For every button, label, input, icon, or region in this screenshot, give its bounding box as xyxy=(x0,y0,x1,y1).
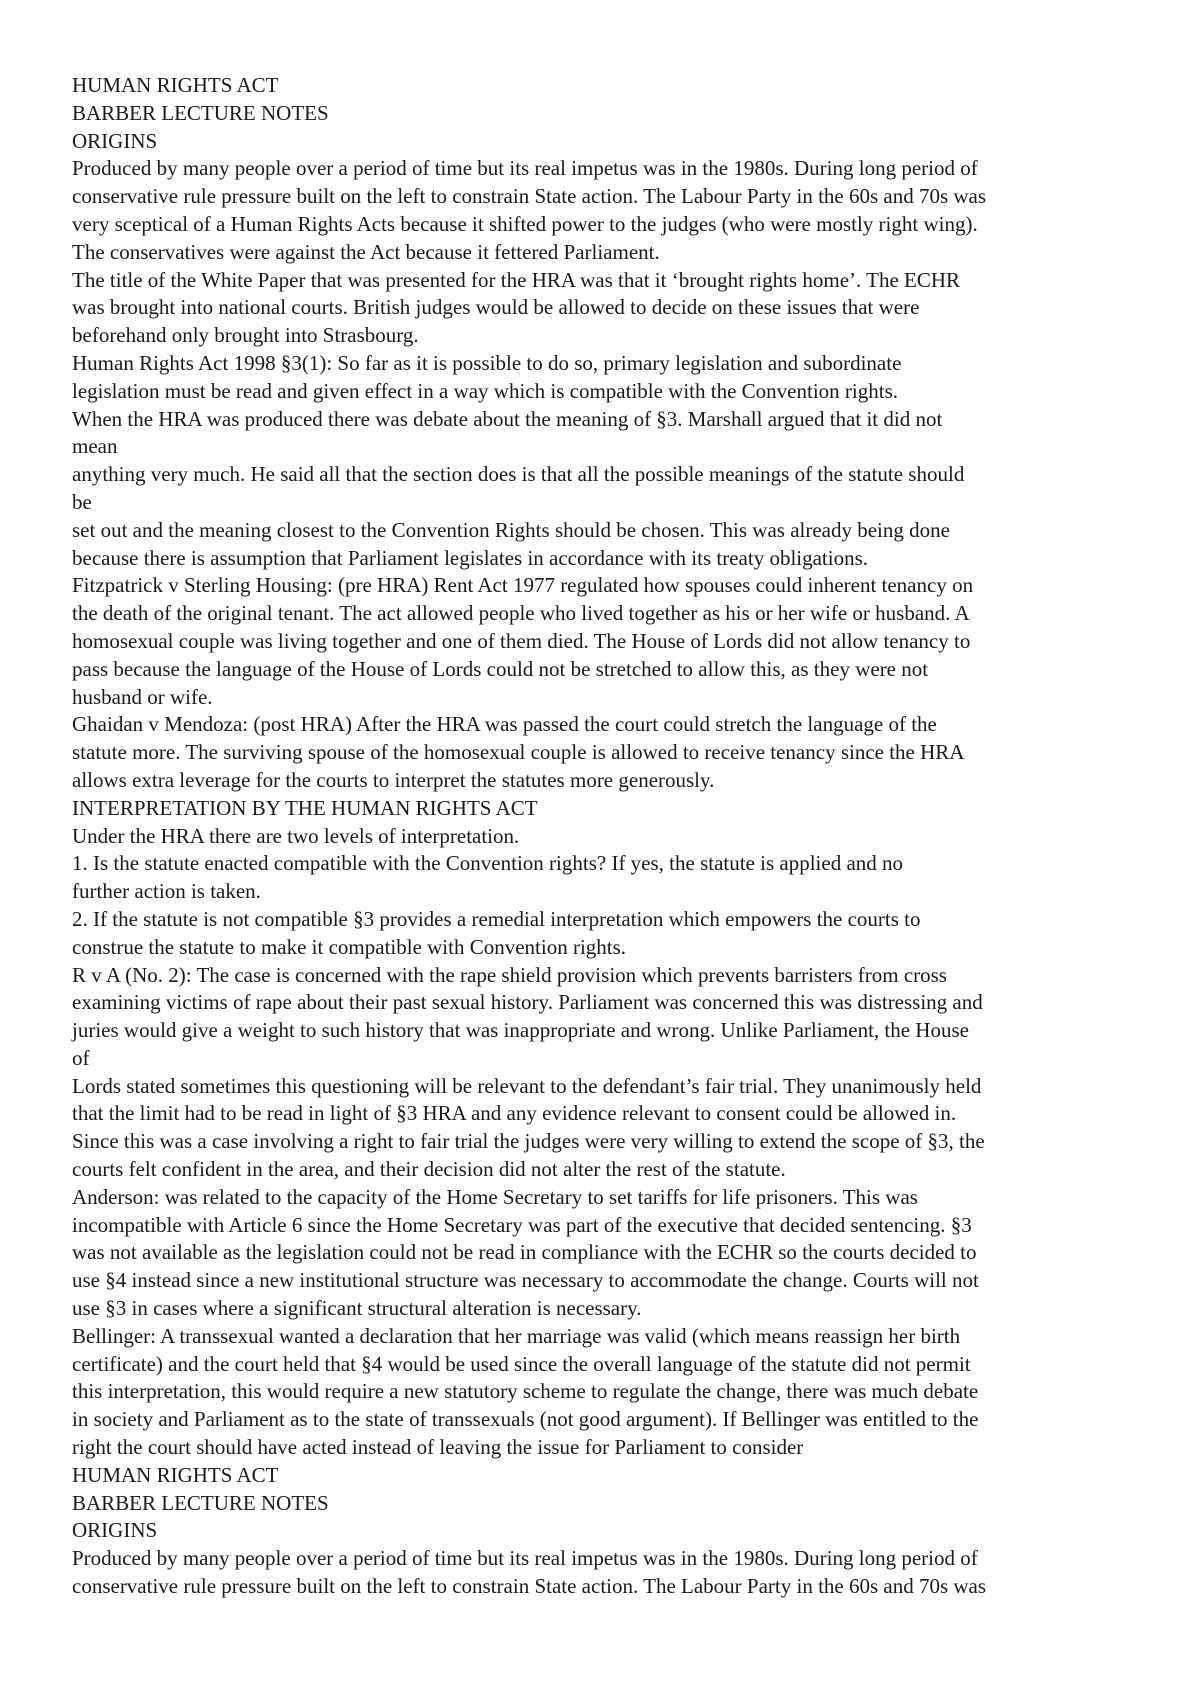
text-line: Bellinger: A transsexual wanted a declaration that her marriage was valid (which means reassign her birth xyxy=(72,1323,961,1348)
text-line: HUMAN RIGHTS ACT xyxy=(72,73,279,97)
text-line: construe the statute to make it compatible with Convention rights. xyxy=(72,934,627,959)
text-line: Produced by many people over a period of time but its real impetus was in the 1980s. During long period of xyxy=(72,1546,978,1571)
text-line: ORIGINS xyxy=(72,128,158,153)
text-line: 1. Is the statute enacted compatible with the Convention rights? If yes, the statute is applied and no xyxy=(72,851,904,876)
text-line: The conservatives were against the Act because it fettered Parliament. xyxy=(72,239,660,264)
text-line: certificate) and the court held that §4 would be used since the overall language of the statute did not permit xyxy=(72,1351,971,1376)
text-line: the death of the original tenant. The act allowed people who lived together as his or her wife or husband. A xyxy=(72,601,970,626)
text-line: be xyxy=(72,489,92,514)
text-line: legislation must be read and given effect in a way which is compatible with the Convention rights. xyxy=(72,378,899,403)
text-line: of xyxy=(72,1045,90,1070)
text-line: anything very much. He said all that the section does is that all the possible meanings of the statute should xyxy=(72,462,965,487)
text-line: ORIGINS xyxy=(72,1518,158,1543)
text-line: conservative rule pressure built on the left to constrain State action. The Labour Party in the 60s and 70s was xyxy=(72,184,987,209)
text-line: allows extra leverage for the courts to interpret the statutes more generously. xyxy=(72,767,715,792)
text-line: examining victims of rape about their past sexual history. Parliament was concerned this was distressing and xyxy=(72,990,983,1015)
text-line: use §3 in cases where a significant structural alteration is necessary. xyxy=(72,1296,642,1321)
text-line: Human Rights Act 1998 §3(1): So far as it is possible to do so, primary legislation and subordinate xyxy=(72,350,902,375)
text-line: set out and the meaning closest to the Convention Rights should be chosen. This was already being done xyxy=(72,517,950,542)
text-line: because there is assumption that Parliament legislates in accordance with its treaty obligations. xyxy=(72,545,869,570)
text-line: The title of the White Paper that was presented for the HRA was that it ‘brought rights home’. The ECHR xyxy=(72,267,961,292)
text-line: Under the HRA there are two levels of interpretation. xyxy=(72,823,520,848)
text-line: Ghaidan v Mendoza: (post HRA) After the HRA was passed the court could stretch the language of the xyxy=(72,712,937,737)
text-line: BARBER LECTURE NOTES xyxy=(72,100,329,125)
text-line: very sceptical of a Human Rights Acts because it shifted power to the judges (who were mostly right wing). xyxy=(72,211,978,236)
text-line: beforehand only brought into Strasbourg. xyxy=(72,323,419,348)
text-line: pass because the language of the House of Lords could not be stretched to allow this, as they were not xyxy=(72,656,929,681)
text-line: juries would give a weight to such history that was inappropriate and wrong. Unlike Parliament, the House xyxy=(72,1018,969,1043)
text-line: R v A (No. 2): The case is concerned with the rape shield provision which prevents barristers from cross xyxy=(72,962,947,987)
text-line: BARBER LECTURE NOTES xyxy=(72,1490,329,1515)
text-line: 2. If the statute is not compatible §3 provides a remedial interpretation which empowers the courts to xyxy=(72,906,921,931)
text-line: Produced by many people over a period of time but its real impetus was in the 1980s. During long period of xyxy=(72,156,978,181)
document-page xyxy=(72,72,1152,1601)
text-line: When the HRA was produced there was debate about the meaning of §3. Marshall argued that it did not xyxy=(72,406,943,431)
text-line: husband or wife. xyxy=(72,684,213,709)
text-line: was brought into national courts. British judges would be allowed to decide on these issues that were xyxy=(72,295,920,320)
text-line: conservative rule pressure built on the left to constrain State action. The Labour Party in the 60s and 70s was xyxy=(72,1574,987,1599)
text-line: mean xyxy=(72,434,118,459)
text-line: right the court should have acted instead of leaving the issue for Parliament to consider xyxy=(72,1435,804,1460)
text-line: Anderson: was related to the capacity of the Home Secretary to set tariffs for life prisoners. This was xyxy=(72,1184,918,1209)
text-line: Lords stated sometimes this questioning will be relevant to the defendant’s fair trial. They unanimously held xyxy=(72,1073,982,1098)
text-line: INTERPRETATION BY THE HUMAN RIGHTS ACT xyxy=(72,795,538,820)
text-line: in society and Parliament as to the state of transsexuals (not good argument). If Bellinger was entitled to the xyxy=(72,1407,979,1432)
text-line: further action is taken. xyxy=(72,879,261,904)
text-line: use §4 instead since a new institutional structure was necessary to accommodate the change. Courts will not xyxy=(72,1268,979,1293)
text-line: courts felt confident in the area, and their decision did not alter the rest of the statute. xyxy=(72,1157,786,1182)
text-line: Fitzpatrick v Sterling Housing: (pre HRA) Rent Act 1977 regulated how spouses could inherent tenancy on xyxy=(72,573,974,598)
text-line: Since this was a case involving a right to fair trial the judges were very willing to extend the scope of §3, the xyxy=(72,1129,985,1154)
text-line: HUMAN RIGHTS ACT xyxy=(72,1462,279,1487)
text-line: that the limit had to be read in light of §3 HRA and any evidence relevant to consent could be allowed in. xyxy=(72,1101,957,1126)
text-line: was not available as the legislation could not be read in compliance with the ECHR so the courts decided to xyxy=(72,1240,977,1265)
text-line: homosexual couple was living together and one of them died. The House of Lords did not allow tenancy to xyxy=(72,628,971,653)
text-line: this interpretation, this would require a new statutory scheme to regulate the change, there was much debate xyxy=(72,1379,979,1404)
text-line: statute more. The surviving spouse of the homosexual couple is allowed to receive tenancy since the HRA xyxy=(72,740,965,765)
text-line: incompatible with Article 6 since the Home Secretary was part of the executive that decided sentencing. §3 xyxy=(72,1212,972,1237)
